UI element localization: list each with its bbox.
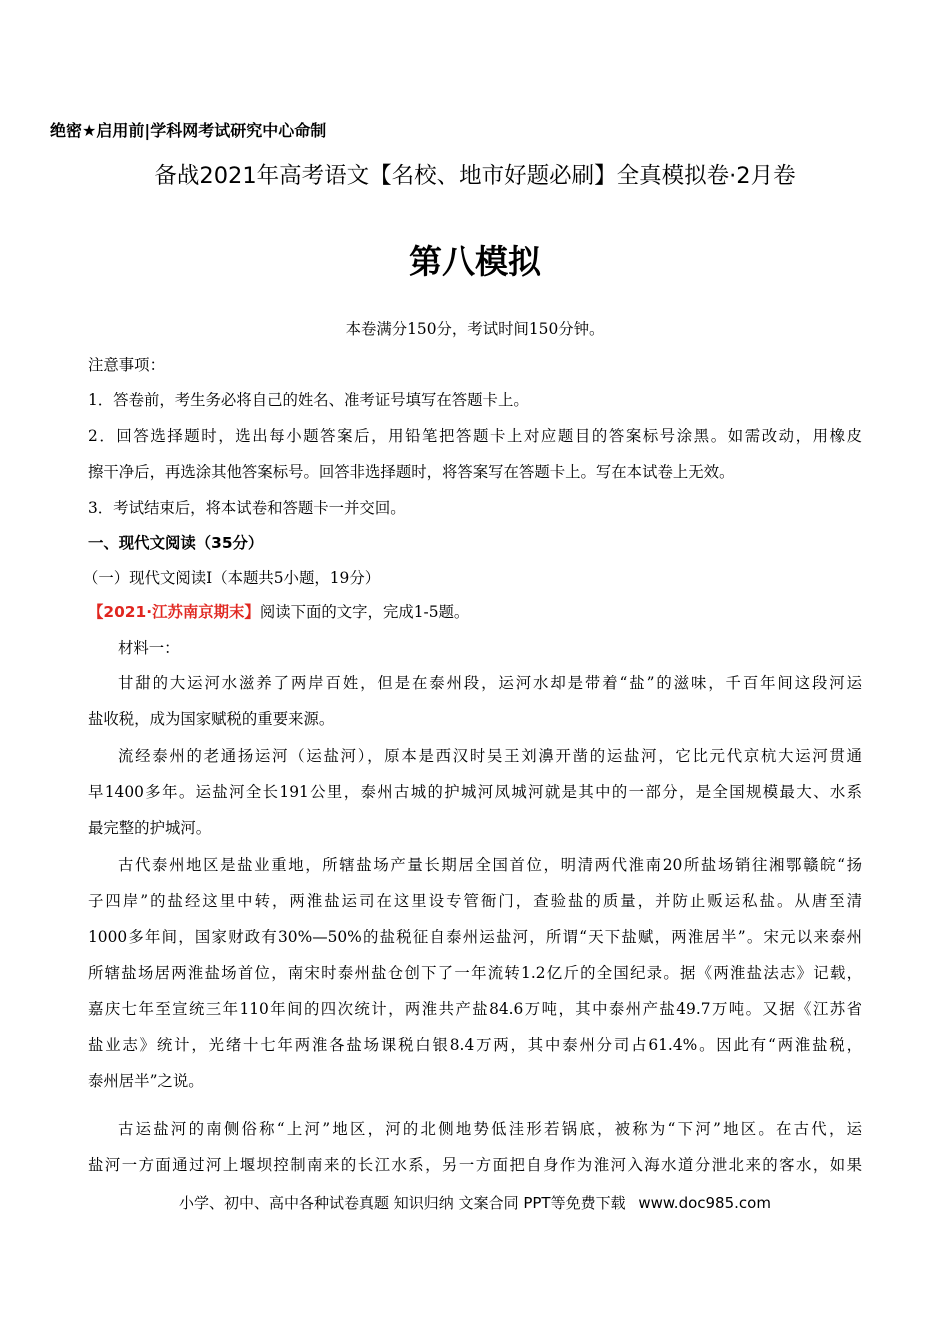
passage-line: 盐业志》统计，光绪十七年两淮各盐场课税白银8.4万两，其中泰州分司占61.4%。因此有“两淮盐税， bbox=[88, 1036, 862, 1054]
passage-line: 盐河一方面通过河上堰坝控制南来的长江水系，另一方面把自身作为淮河入海水道分泄北来的客水，如果 bbox=[88, 1156, 862, 1174]
passage-line: 流经泰州的老通扬运河（运盐河），原本是西汉时吴王刘濞开凿的运盐河，它比元代京杭大运河贯通 bbox=[118, 747, 862, 765]
passage-line: 所辖盐场居两淮盐场首位，南宋时泰州盐仓创下了一年流转1.2亿斤的全国纪录。据《两淮盐法志》记载， bbox=[88, 964, 862, 982]
passage-line: 盐收税，成为国家赋税的重要来源。 bbox=[88, 710, 335, 728]
passage-line: 1000多年间，国家财政有30%—50%的盐税征自泰州运盐河，所谓“天下盐赋，两淮居半”。宋元以来泰州 bbox=[88, 928, 862, 946]
notice-heading: 注意事项： bbox=[88, 356, 165, 374]
passage-line: 早1400多年。运盐河全长191公里，泰州古城的护城河凤城河就是其中的一部分，是全国规模最大、水系 bbox=[88, 783, 862, 801]
question-instruction bbox=[88, 600, 469, 622]
instruction-text: 阅读下面的文字，完成1-5题。 bbox=[259, 603, 470, 621]
passage-line: 甘甜的大运河水滋养了两岸百姓，但是在泰州段，运河水却是带着“盐”的滋味，千百年间这段河运 bbox=[118, 674, 862, 692]
exam-info: 本卷满分150分，考试时间150分钟。 bbox=[345, 320, 605, 338]
passage-line: 嘉庆七年至宣统三年110年间的四次统计，两淮共产盐84.6万吨，其中泰州产盐49.7万吨。又据《江苏省 bbox=[88, 1000, 862, 1018]
passage-line: 子四岸”的盐经这里中转，两淮盐运司在这里设专管衙门，查验盐的质量，并防止贩运私盐。从唐至清 bbox=[88, 892, 862, 910]
material-label: 材料一： bbox=[118, 639, 180, 657]
passage-line: 最完整的护城河。 bbox=[88, 819, 212, 837]
notice-item-2-line-1: 2．回答选择题时，选出每小题答案后，用铅笔把答题卡上对应题目的答案标号涂黑。如需改动，用橡皮 bbox=[88, 427, 862, 445]
passage-line: 泰州居半”之说。 bbox=[88, 1072, 204, 1090]
footer-text: 小学、初中、高中各种试卷真题 知识归纳 文案合同 PPT等免费下载 bbox=[179, 1194, 626, 1212]
notice-item-1: 1．答卷前，考生务必将自己的姓名、准考证号填写在答题卡上。 bbox=[88, 391, 529, 409]
exam-subtitle: 第八模拟 bbox=[409, 242, 541, 281]
passage-line: 古运盐河的南侧俗称“上河”地区，河的北侧地势低洼形若锅底，被称为“下河”地区。在古代，运 bbox=[118, 1120, 862, 1138]
subsection-heading: （一）现代文阅读Ⅰ（本题共5小题，19分） bbox=[83, 569, 381, 587]
passage-line: 古代泰州地区是盐业重地，所辖盐场产量长期居全国首位，明清两代淮南20所盐场销往湘鄂赣皖“扬 bbox=[118, 856, 862, 874]
notice-item-2-line-2: 擦干净后，再选涂其他答案标号。回答非选择题时，将答案写在答题卡上。写在本试卷上无效。 bbox=[88, 463, 735, 481]
source-tag: 【2021·江苏南京期末】 bbox=[88, 603, 260, 621]
footer-url[interactable]: www.doc985.com bbox=[638, 1194, 771, 1212]
page-footer bbox=[0, 1192, 950, 1213]
confidential-label: 绝密★启用前|学科网考试研究中心命制 bbox=[50, 121, 327, 140]
exam-title: 备战2021年高考语文【名校、地市好题必刷】全真模拟卷·2月卷 bbox=[154, 163, 796, 189]
section-heading: 一、现代文阅读（35分） bbox=[88, 534, 264, 552]
notice-item-3: 3．考试结束后，将本试卷和答题卡一并交回。 bbox=[88, 499, 406, 517]
